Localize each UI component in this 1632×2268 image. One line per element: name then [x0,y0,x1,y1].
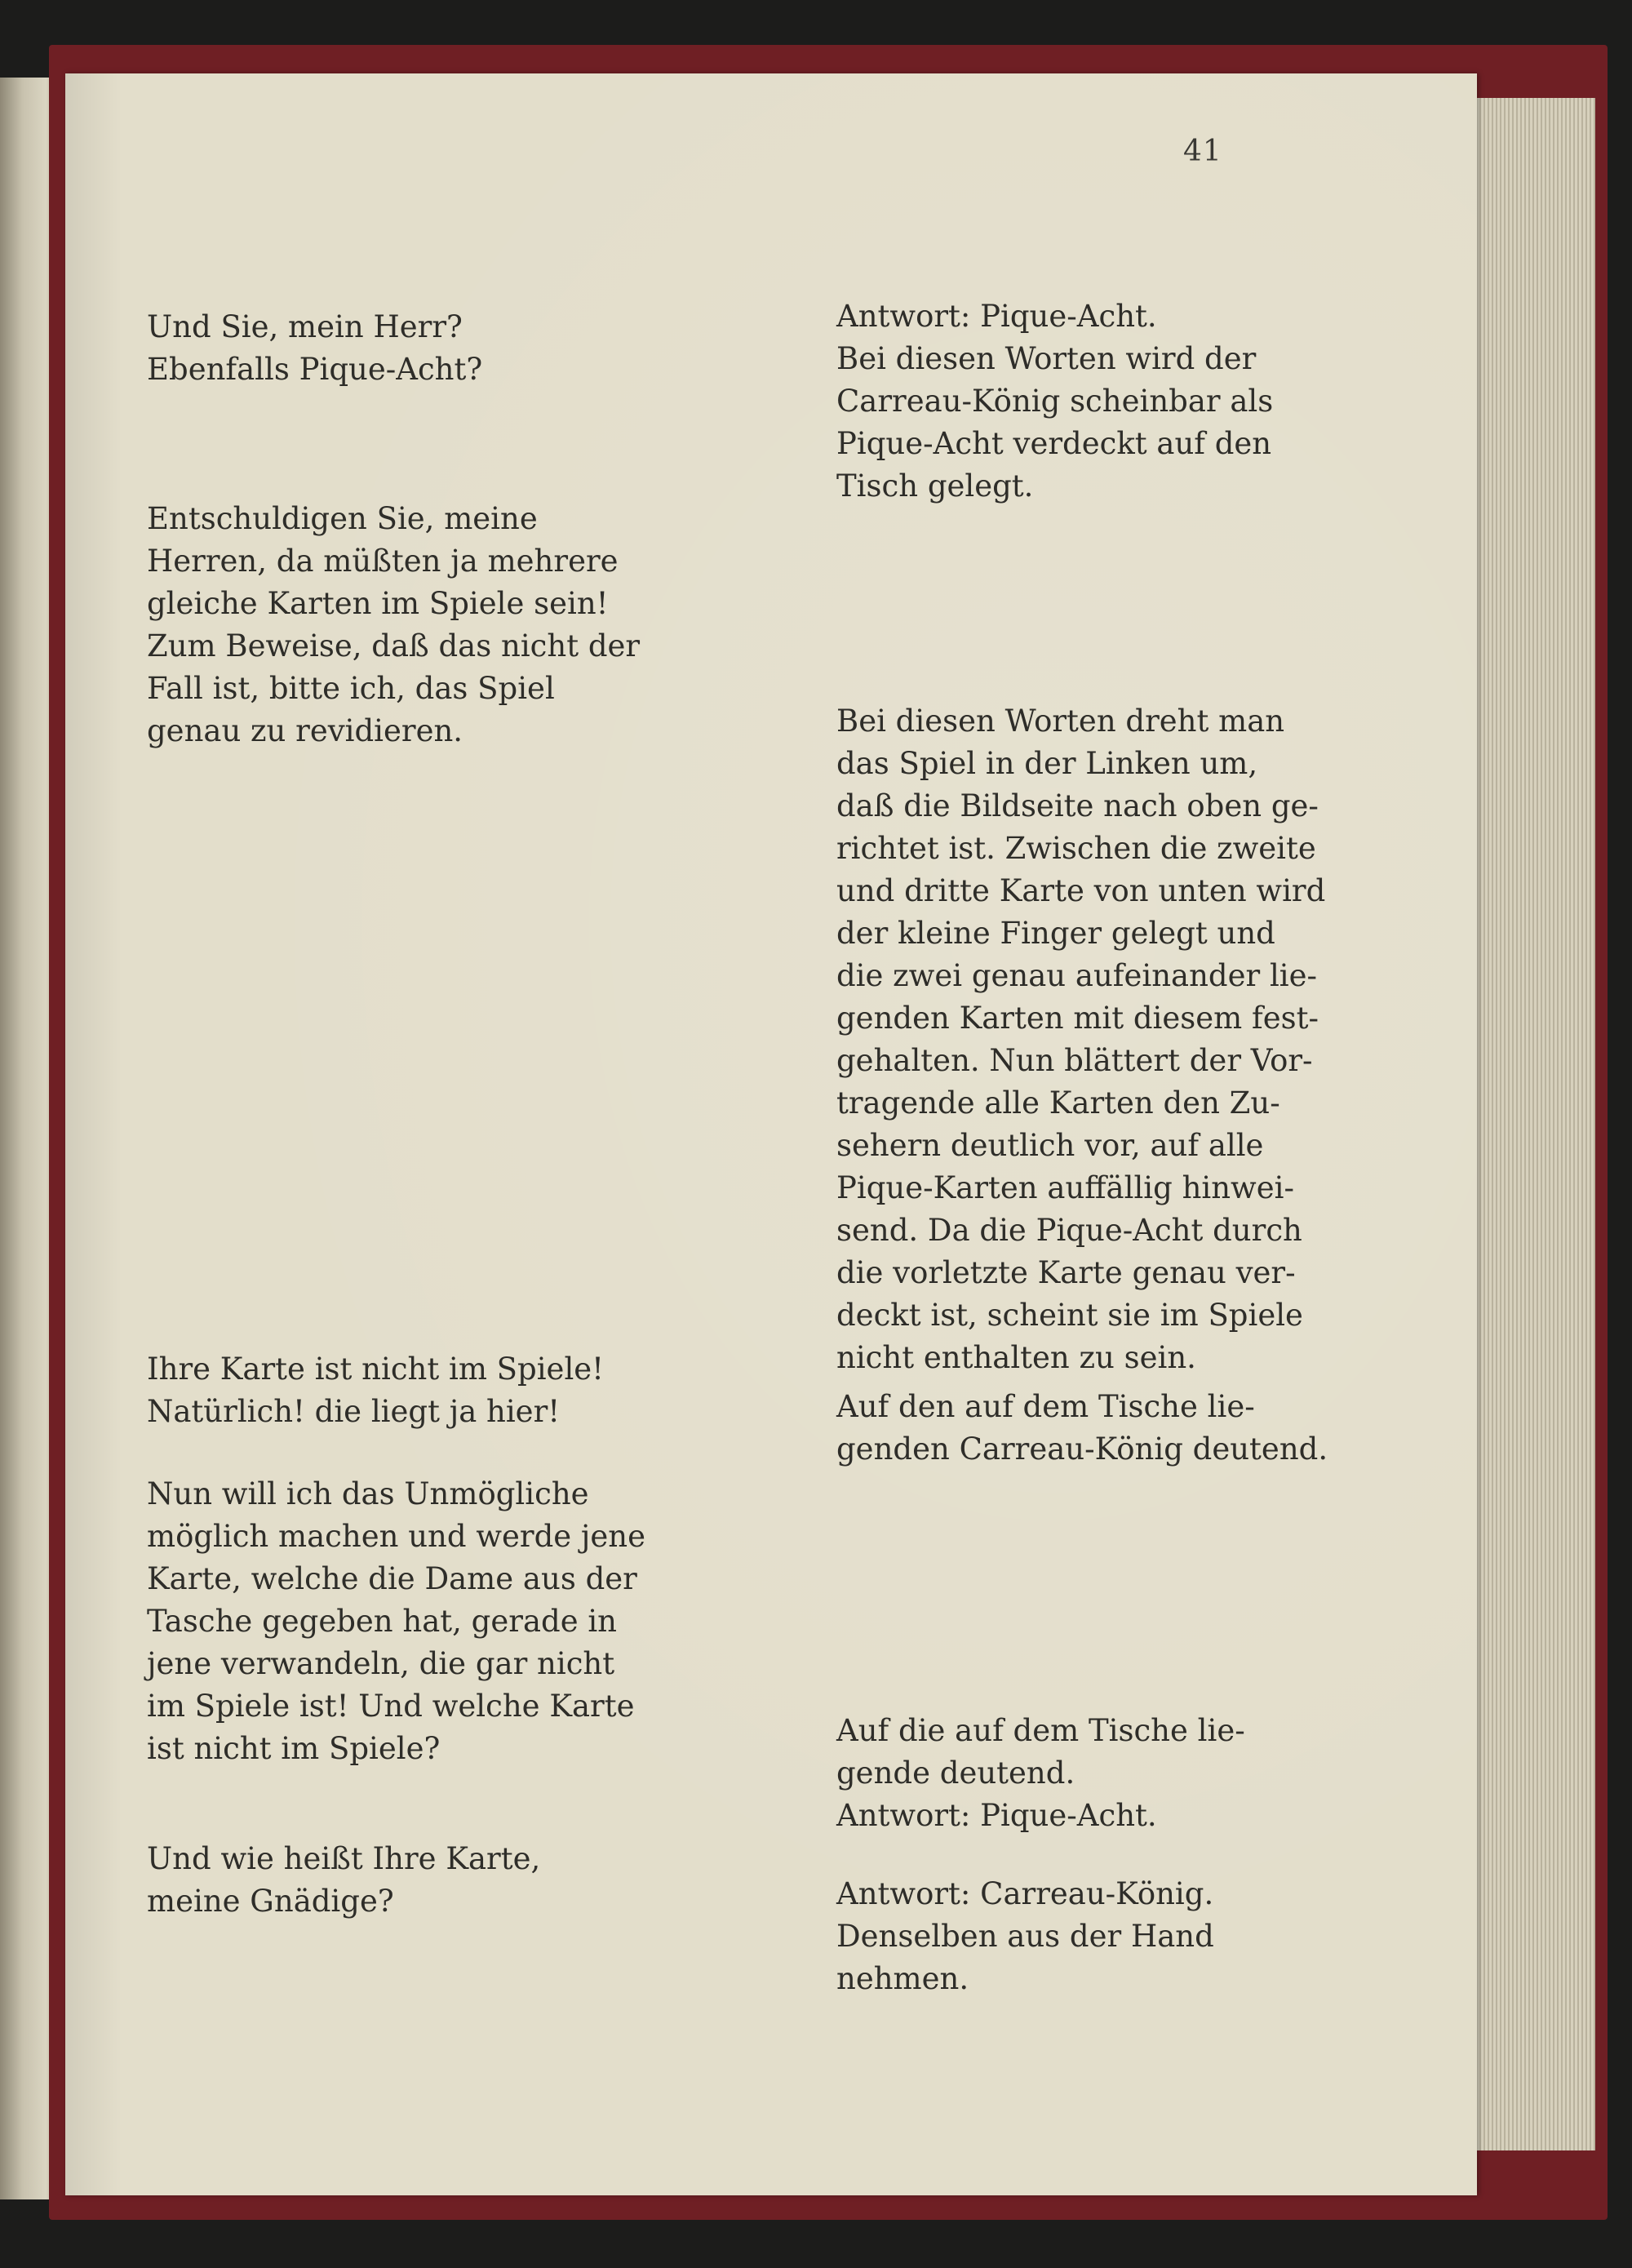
page-block-edges [1465,98,1595,2150]
left-block-1 [147,306,702,391]
text-line: Auf die auf dem Tische lie- [836,1713,1245,1748]
text-line: Ihre Karte ist nicht im Spiele! [147,1351,605,1387]
text-line: genden Carreau-König deutend. [836,1431,1328,1467]
text-line: Und Sie, mein Herr? [147,309,463,344]
right-block-1 [836,295,1391,508]
text-line: richtet ist. Zwischen die zweite [836,831,1316,866]
text-line: der kleine Finger gelegt und [836,916,1275,951]
text-line: Fall ist, bitte ich, das Spiel [147,671,555,706]
text-line: Antwort: Carreau-König. [836,1876,1214,1911]
text-line: Denselben aus der Hand [836,1919,1214,1954]
text-line: sehern deutlich vor, auf alle [836,1128,1264,1163]
text-line: Natürlich! die liegt ja hier! [147,1394,561,1429]
text-line: Bei diesen Worten dreht man [836,703,1285,739]
text-line: Bei diesen Worten wird der [836,341,1257,376]
text-line: Nun will ich das Unmögliche [147,1476,589,1511]
right-block-4 [836,1710,1391,1837]
text-line: das Spiel in der Linken um, [836,746,1258,781]
text-line: Antwort: Pique-Acht. [836,1798,1157,1833]
text-line: Auf den auf dem Tische lie- [836,1389,1255,1424]
left-block-4 [147,1473,702,1770]
text-line: die zwei genau aufeinander lie- [836,958,1318,993]
text-line: Entschuldigen Sie, meine [147,501,538,536]
text-line: jene verwandeln, die gar nicht [147,1646,615,1681]
text-line: genden Karten mit diesem fest- [836,1001,1319,1036]
right-block-2 [836,700,1391,1379]
text-line: ist nicht im Spiele? [147,1731,441,1766]
text-line: genau zu revidieren. [147,713,463,748]
text-line: send. Da die Pique-Acht durch [836,1213,1302,1248]
text-line: möglich machen und werde jene [147,1519,646,1554]
text-line: Pique-Karten auffällig hinwei- [836,1170,1294,1205]
text-line: die vorletzte Karte genau ver- [836,1255,1296,1290]
text-line: Antwort: Pique-Acht. [836,299,1157,334]
text-line: Herren, da müßten ja mehrere [147,544,619,579]
text-line: meine Gnädige? [147,1884,394,1919]
text-line: Und wie heißt Ihre Karte, [147,1841,541,1876]
text-line: Pique-Acht verdeckt auf den [836,426,1272,461]
page-number: 41 [1183,135,1222,168]
text-line: Karte, welche die Dame aus der [147,1561,637,1596]
text-line: tragende alle Karten den Zu- [836,1085,1280,1121]
text-line: nehmen. [836,1961,969,1996]
text-line: im Spiele ist! Und welche Karte [147,1689,635,1724]
text-line: nicht enthalten zu sein. [836,1340,1196,1375]
text-line: gende deutend. [836,1755,1075,1791]
right-block-5 [836,1873,1391,2000]
text-line: Ebenfalls Pique-Acht? [147,352,483,387]
text-line: Tisch gelegt. [836,468,1034,504]
text-line: Carreau-König scheinbar als [836,384,1274,419]
left-block-3 [147,1348,702,1433]
text-line: Tasche gegeben hat, gerade in [147,1604,618,1639]
text-line: deckt ist, scheint sie im Spiele [836,1298,1303,1333]
text-line: und dritte Karte von unten wird [836,873,1326,908]
text-line: daß die Bildseite nach oben ge- [836,788,1319,823]
left-block-5 [147,1838,702,1923]
right-block-3 [836,1386,1391,1471]
left-block-2 [147,498,702,752]
text-line: gehalten. Nun blättert der Vor- [836,1043,1313,1078]
text-line: gleiche Karten im Spiele sein! [147,586,609,621]
text-line: Zum Beweise, daß das nicht der [147,628,641,664]
